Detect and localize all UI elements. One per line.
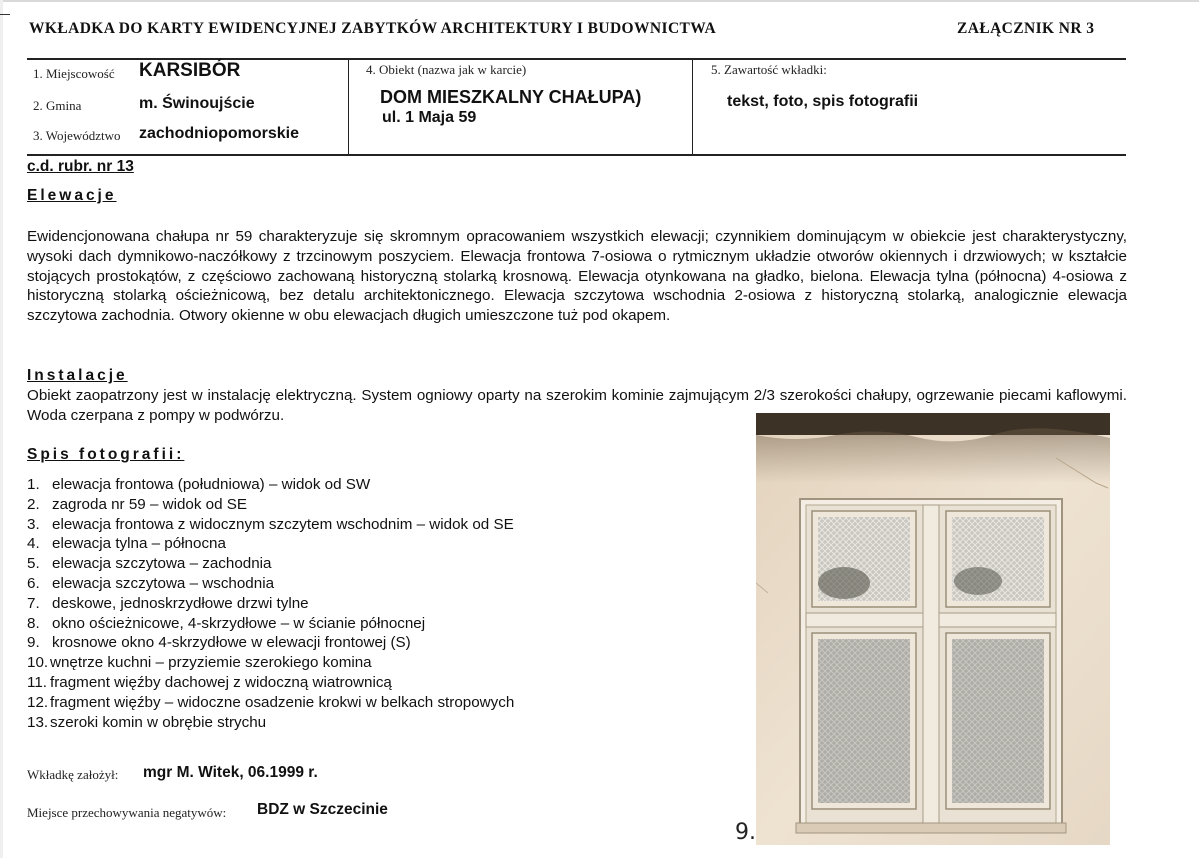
continuation-note: c.d. rubr. nr 13 <box>27 158 134 175</box>
author-value: mgr M. Witek, 06.1999 r. <box>143 764 318 781</box>
instalacje-heading: Instalacje <box>27 367 128 384</box>
list-item: 13. szeroki komin w obrębie strychu <box>27 713 267 731</box>
list-item: 1. elewacja frontowa (południowa) – widok od SW <box>27 476 371 493</box>
storage-value: BDZ w Szczecinie <box>257 801 388 818</box>
scan-corner-mark <box>0 14 10 15</box>
gmina-value: m. Świnoujście <box>139 95 255 112</box>
gmina-label: 2. Gmina <box>33 98 82 113</box>
scan-edge-left <box>0 0 3 858</box>
obiekt-value: DOM MIESZKALNY CHAŁUPA) <box>380 87 642 107</box>
list-item: 8. okno ościeżnicowe, 4-skrzydłowe – w ścianie północnej <box>27 614 426 632</box>
list-item: 9. krosnowe okno 4-skrzydłowe w elewacji frontowej (S) <box>27 634 411 652</box>
form-bottom-rule <box>27 154 1126 156</box>
photo-list <box>27 475 514 732</box>
list-item: 12. fragment więźby – widoczne osadzenie krokwi w belkach stropowych <box>27 693 515 711</box>
list-item: 7. deskowe, jednoskrzydłowe drzwi tylne <box>27 594 309 612</box>
obiekt-address: ul. 1 Maja 59 <box>382 109 477 126</box>
form-divider-1 <box>348 59 349 155</box>
zawartosc-value: tekst, foto, spis fotografii <box>727 93 919 110</box>
photo-number: 9. <box>735 820 756 845</box>
list-item: 6. elewacja szczytowa – wschodnia <box>27 574 275 592</box>
list-item: 10. wnętrze kuchni – przyziemie szerokiego komina <box>27 654 372 672</box>
document-title: WKŁADKA DO KARTY EWIDENCYJNEJ ZABYTKÓW ARCHITEKTURY I BUDOWNICTWA <box>29 20 717 37</box>
elewacje-text: Ewidencjonowana chałupa nr 59 charakteryzuje się skromnym opracowaniem wszystkich elewacji; czynnikiem dominującym w obiekcie jest charakterystyczny, wysoki dach dymnikowo-naczółkowy z trzcinowym poszyciem. Elewacja frontowa 7-osiowa o rytmicznym układzie otworów okiennych i drzwiowych; w kształcie stojących prostokątów, z częściowo zachowaną historyczną stolarką krosnową. Elewacja otynkowana na gładko, bielona. Elewacja tylna (północna) 4-osiowa z historyczną stolarką ościeżnicową, bez detalu architektonicznego. Elewacja szczytowa wschodnia 2-osiowa z historyczną stolarką, analogicznie elewacja szczytowa zachodnia. Otwory okienne w obu elewacjach długich umieszczone tuż pod okapem. <box>27 228 1127 325</box>
annex-number: ZAŁĄCZNIK NR 3 <box>957 20 1095 37</box>
scan-edge-top <box>0 0 1199 2</box>
miejscowosc-label: 1. Miejscowość <box>33 66 115 81</box>
list-item: 2. zagroda nr 59 – widok od SE <box>27 495 248 513</box>
window-photo <box>756 413 1110 845</box>
list-item: 3. elewacja frontowa z widocznym szczytem wschodnim – widok od SE <box>27 515 514 533</box>
miejscowosc-value: KARSIBÓR <box>139 60 241 81</box>
list-item: 5. elewacja szczytowa – zachodnia <box>27 555 272 573</box>
instalacje-text: Obiekt zaopatrzony jest w instalację elektryczną. System ogniowy oparty na szerokim kominie zajmującym 2/3 szerokości chałupy, ogrzewanie piecami kaflowymi. Woda czerpana z pompy w podwórzu. <box>27 387 1127 424</box>
author-label: Wkładkę założył: <box>27 767 119 782</box>
list-item: 11. fragment więźby dachowej z widoczną wiatrownicą <box>27 673 392 691</box>
list-item: 4. elewacja tylna – północna <box>27 535 226 553</box>
storage-label: Miejsce przechowywania negatywów: <box>27 805 227 820</box>
wojewodztwo-label: 3. Województwo <box>33 128 121 143</box>
obiekt-label: 4. Obiekt (nazwa jak w karcie) <box>366 62 527 77</box>
zawartosc-label: 5. Zawartość wkładki: <box>711 62 827 77</box>
wojewodztwo-value: zachodniopomorskie <box>139 125 300 142</box>
elewacje-heading: Elewacje <box>27 187 117 204</box>
spis-heading: Spis fotografii: <box>27 446 185 463</box>
form-divider-2 <box>692 59 693 155</box>
